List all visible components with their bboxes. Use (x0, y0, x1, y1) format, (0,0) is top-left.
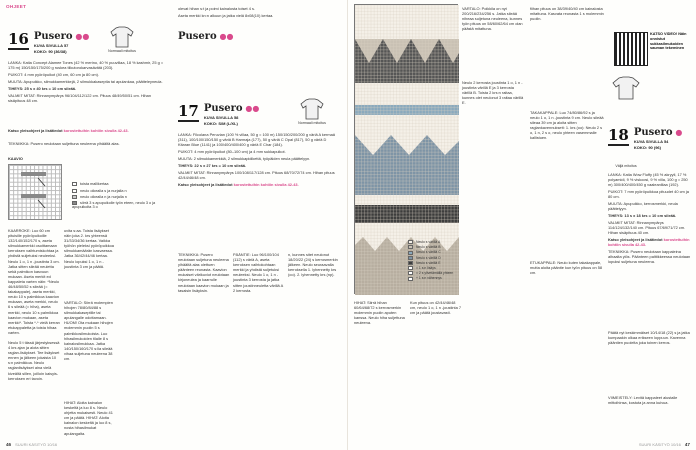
chart-title: KAAVIO (8, 156, 23, 161)
colorwork-legend (408, 240, 463, 282)
legend-item: Neulo s värillä C (408, 250, 463, 255)
pattern-16-col5: HIHAT: Aloita kainalon keskeltä ja luo 8 s. Neulo ohjetta mukaisesti. Neulo 41 cm ja päätä. HIHAT: Aloita kainalon keskeltä ja luo 8 s, nosta hihasilmukat apulangalta. (64, 400, 113, 436)
middle-col3: HIHAT: Siirrä hihan 60/64/68/72 s kerrosmerkin molemmin puolin aputen kanssa. Neulo hiha suljettuna neuleena. (354, 300, 405, 326)
legend-item: toista mallikertaa (72, 181, 172, 188)
pattern-18-top: fiihan pituus on 38/39/40/40 cm kainalosta mitattuna. Kasvata reunasta 1 s molemmin puolin. (530, 6, 604, 22)
pattern-title: Pusero ● (633, 127, 683, 138)
legend-item: = 1 s:n lisäys (408, 266, 463, 271)
pattern-16-note: Katso yleisohjeet ja lisätiedot korostettuihin kohtiin sivulla 42-43. (8, 128, 129, 133)
sweater-fit-icon (110, 26, 134, 48)
video-qr-code[interactable] (614, 32, 648, 66)
legend-item: neulo oikealla n ja nurjalla n (72, 194, 172, 201)
pattern-16-technique: TEKNIIKKA: Pusero neulotaan suljettuna neuleena ylhäältä alas. (8, 141, 120, 146)
pattern-number: 17 (178, 102, 199, 120)
pattern-17-intro: olevat hihan s:t ja poimi kainalosta toiset 4 s. Aseta merkki kn:n alkuun ja jatka vielä 8x08(10) kertaa. (178, 6, 274, 18)
pattern-subtitle: KUVA SIVULLA 57 (33, 43, 69, 48)
legend-item: Neulo s värillä A (408, 240, 463, 245)
sweater-fit-icon (300, 98, 324, 120)
pattern-17-col1: TEKNIIKKA: Pusero neulotaan suljetuna neuleena ylhäältä alas olettuen päänteen reunasta. Kaavion mukaiset värikuviot neulotaan kirjoneulea ja kaarrulle neulotaan kaavion mukaan ja tasaisin lisäyksin. (178, 252, 230, 293)
pattern-18-header (608, 128, 682, 150)
pattern-18-col4: ETUKAPPALE: Neulo kuten takakappale, mutta aloita pääntie kun työn pituus on 58 cm. (530, 260, 603, 276)
pattern-size: KOKO: 90 (36/38) (33, 49, 67, 54)
pattern-number: 16 (8, 30, 29, 48)
pattern-16-col3: uvita s:aa. Toista lisäykset näin joka 2. krs yhteensä 31/33/34/36 kertaa. Vaikka työhön pieleksi pyöröpuikkoa silmukkamäärän kasvaessa. Jatka 36/42/44/46 kertaa. Neulo lopuksi 1 o, 1 n -joustinta 3 cm ja päätä. (64, 228, 114, 269)
video-qr-text[interactable]: KATSO VIDEO! Näin onnistut sukkasilmukoiden sauman tekeminen (650, 32, 687, 51)
pattern-17-title-block (178, 104, 259, 126)
pattern-subtitle: KUVA SIVULLA 54 (633, 139, 669, 144)
legend-item: Neulo s värillä D (408, 256, 463, 261)
pattern-16-col4: VARTALO: Siirrä molempien hihojen 78/80/84/88 s silmukkakaseptille tai apulangalle odottamaan. HUOM! Ota mukaan hihojen molemmin puolin 5 s palmikkosilmukoista. Luo hihasilmukoiden tilalle 8 s kainalosilmukkaa. Jatka 140/150/160/170 s:lla sileää vihaa suljetuna neuleena 38 cm. (64, 300, 113, 362)
pattern-subtitle: KUVA SIVULLA 58 (203, 115, 239, 120)
page-number-left: 46 SUURI KÄSITYÖ 10/16 (6, 442, 58, 447)
middle-col4: Kun pituus on 42/44/46/48 cm, neulo 1 o, 1 n -joustinta 7 cm ja päätä joustavasti. (410, 300, 462, 316)
pattern-title-2: Pusero ●● (203, 103, 260, 114)
sweater-fit-icon (612, 76, 640, 100)
pattern-18-col5: VIIMEISTELY: Levitä kappaleet alustalle mittoihinsa, kostuta ja anna kuivua. (608, 395, 678, 406)
cable-chart-legend (72, 181, 172, 210)
pattern-title: Pusero ●● (33, 31, 90, 42)
legend-item: Neulo s värillä E (408, 261, 463, 266)
cable-chart-marks (8, 164, 62, 220)
middle-col1: VARTALO: Poikkila on nyt 200/216/234/256 s. Jatka sileää niheaa suljetuna neuleena, kunnes työn pituus on 58/60/62/64 cm olan päästä mitattuna. (462, 6, 523, 32)
pattern-16-col2: Neulo 5 t tässä järjestyksessä 4 krs ajan ja alota sitten raglan-lisäykset. Tee lisäykset ennen ja jälkeen jokaista 10 s:n palmikkoa. Neulo raglanlisäykset aina vielä kiveältä sillen, joilloin kaisyis-kerroksen eri tavoin. (8, 340, 60, 381)
pattern-number: 18 (608, 126, 629, 144)
legend-item: Neulo s värillä B (408, 245, 463, 250)
legend-item: + 1 s:n vähennys (408, 276, 463, 281)
fit-caption: Väljä mitoitus (615, 164, 637, 168)
page-number-right: SUURI KÄSITYÖ 10/16 47 (638, 442, 690, 447)
pattern-17-header (178, 32, 233, 42)
pattern-17-materials: LANKA: Filcolana Peruvian (100 % villaa, 50 g = 100 m) 150/150/200/200 g väriä A kermaä (311), 100/100/150/150 g väriä B Harmaja (177), 50 g väriä C Opal (817), 50 g väriä D Kitaran Blue (1141) ja 100/400/400/400 g väriä E Char (184). PUIKOT: 4 mm pyöröpuikot (80–100 cm) ja 4 mm sukkapuikot. MUUTA: 2 silmukkamerkkiä, 2 silmukkapidikettä, työpäiden neula päättelyyn. TIHEYS: 22 s x 27 krs = 10 cm sileää. VALMIIT MITAT: Rinnanympärys 100/108/117/128 cm. Pituus 68/70/72/74 cm. Hihan pituus 42/44/46/48 cm. Katso yleisohjeet ja lisätiedot korostettuihin kohtiin sivulla 42-43. (178, 132, 335, 187)
fit-caption: Normaali mitoitus (108, 49, 136, 53)
pattern-16-header (8, 32, 89, 54)
pattern-17-col3: n, kunnes sitet neulonut 18/20/22 (24) s kerrosmerkin jälkeen. Neulo seuraavalla kerroksella 1. lyhennetty krs (oo). 2. lyhennetty krs (np). (288, 252, 338, 278)
legend-item: = 2 s ylivetämällä yhteen (408, 271, 463, 276)
pattern-18-col3: Päätä nyt keskimmäiset 10/14/18 (22) s ja jatka kumpaakin olkaa erikseen loppuun. Kavenna pääntien puolelta joka toinen kerros. (608, 330, 690, 346)
pattern-title: Pusero ●● (178, 31, 234, 42)
pattern-size: KOKO: S/M (L/XL) (203, 121, 238, 126)
pattern-size: KOKO: 90 (96) (633, 145, 661, 150)
fit-caption: Normaali mitoitus (298, 121, 326, 125)
middle-col2: Neulo 2 kerrosta joustinta 1 o, 1 n -joustinta värillä E ja 3 kerrosta värillä B. Toista 2 krs:n raitaa, kunnes olet neulonut 3 raitaa värillä E. (462, 80, 524, 106)
legend-item: siirrä 3 s apupuikolle työn eteen, neulo 3 o ja apupuikolta 3 o (72, 200, 156, 209)
pattern-18-col2: TAKAKAPPALE: Luo 74/80/86/92 s ja neulo 1 o, 1 n -joustinta 9 cm. Neulo sileää sileaa 39 cm ja aloita sitten raglankavennuksett: 1. krs (oo): Neulo 2 s o, 1 n, 2 s o, neulo yhteen vasemmalle kallistuen. (530, 110, 604, 141)
pattern-16-materials: LANKA: Katia Concept Alamee Tones (42 % merino, 40 % puuvillaa, 18 % kashmir, 25 g = 175 m) 150/150/175/200 g ruskea tilkutorokarvasävätä (203). PUIKOT: 4 mm pyöröpuikot (40 cm, 60 cm ja 80 cm). MUUTA: Apupuikko, silmukkamerkkejä, 2 silmukkakaseptia tai apulankaa, päätteleyneula. TIHEYS: 25 s x 40 krs = 10 cm sileää. VALMIIT MITAT: Rinnanympärys 96/104/112/122 cm. Pituus 48/49/50/51 cm. Hihan sisäpituus 48 cm. (8, 60, 164, 103)
pattern-16-col1: KAARROKE: Luo 60 cm pituisille pyöröpuikoille 132/140/152/170 s, aseta silmukkamerkki osoittamaan kerroksen vaihtumiskohtaa ja yhdistä suljetuksi neuleeksi. Neulo 1 o, 1 n -joustinta 3 cm. Jatka sitten sileää neuletta sekä palmikon kasvuun mukaan. Aseta merkit ed kappaleta varten näin: *Neulo 46/48/50/52 s sileää (= takakappale), aseta merkki, neulo 10 s palmikkoa kaavion mukaan, aseta merkki, neulo 6 s sileää (= hiha), aseta merkki, neulo 10 s palmikkoa kaavion mukaan, aseta merkki*. Toista *-* vielä kerran etukappaletta ja toista hihaa varten. (8, 228, 60, 335)
legend-item: neulo oikealla s ja nurjalla n (72, 188, 172, 195)
right-page (348, 0, 696, 450)
pattern-18-materials: LANKA: Katia Wow Fluffy (45 % akryyli, 17 % polyamidi, 9 % viskoosi, 9 % villa, 100 g = 250 m) 300/400/400/450 g vaaleanlilaa (192). PUIKOT: 7 mm pyöröpuikkoa pituudet 40 cm ja 80 cm. MUUTA: Apupuikko, kerrosmerkki, neula päättelyyn. TIHEYS: 13 s x 18 krs = 10 cm sileää. VALMIIT MITAT: Rinnanympärys 114/124/132/140 cm. Pituus 67/69/71/72 cm. Hihan sisäpituus 40 cm. Katso yleisohjeet ja lisätiedot korostettuihin kohtiin sivulla 42-43. TEKNIIKKA: Pusero neulotaan kappaleina alhaalta ylös. Päänteen palttikkeessa neulotaan lopuksi suljetuna neuleena. (608, 172, 691, 265)
section-label: OHJEET (6, 4, 27, 9)
pattern-17-col2: PÄÄNTIE: Luo 96/100/104 (112) s väriä A, aseta kerroksen vaihtokohtaan merkki ja yhdistä suljetuksi neuleeksi. Neulo 1 o, 1 n -joustinta 3 kerrosta ja jatka sitten joustinneuletta värillä A 2 kerrosta. (233, 252, 283, 293)
